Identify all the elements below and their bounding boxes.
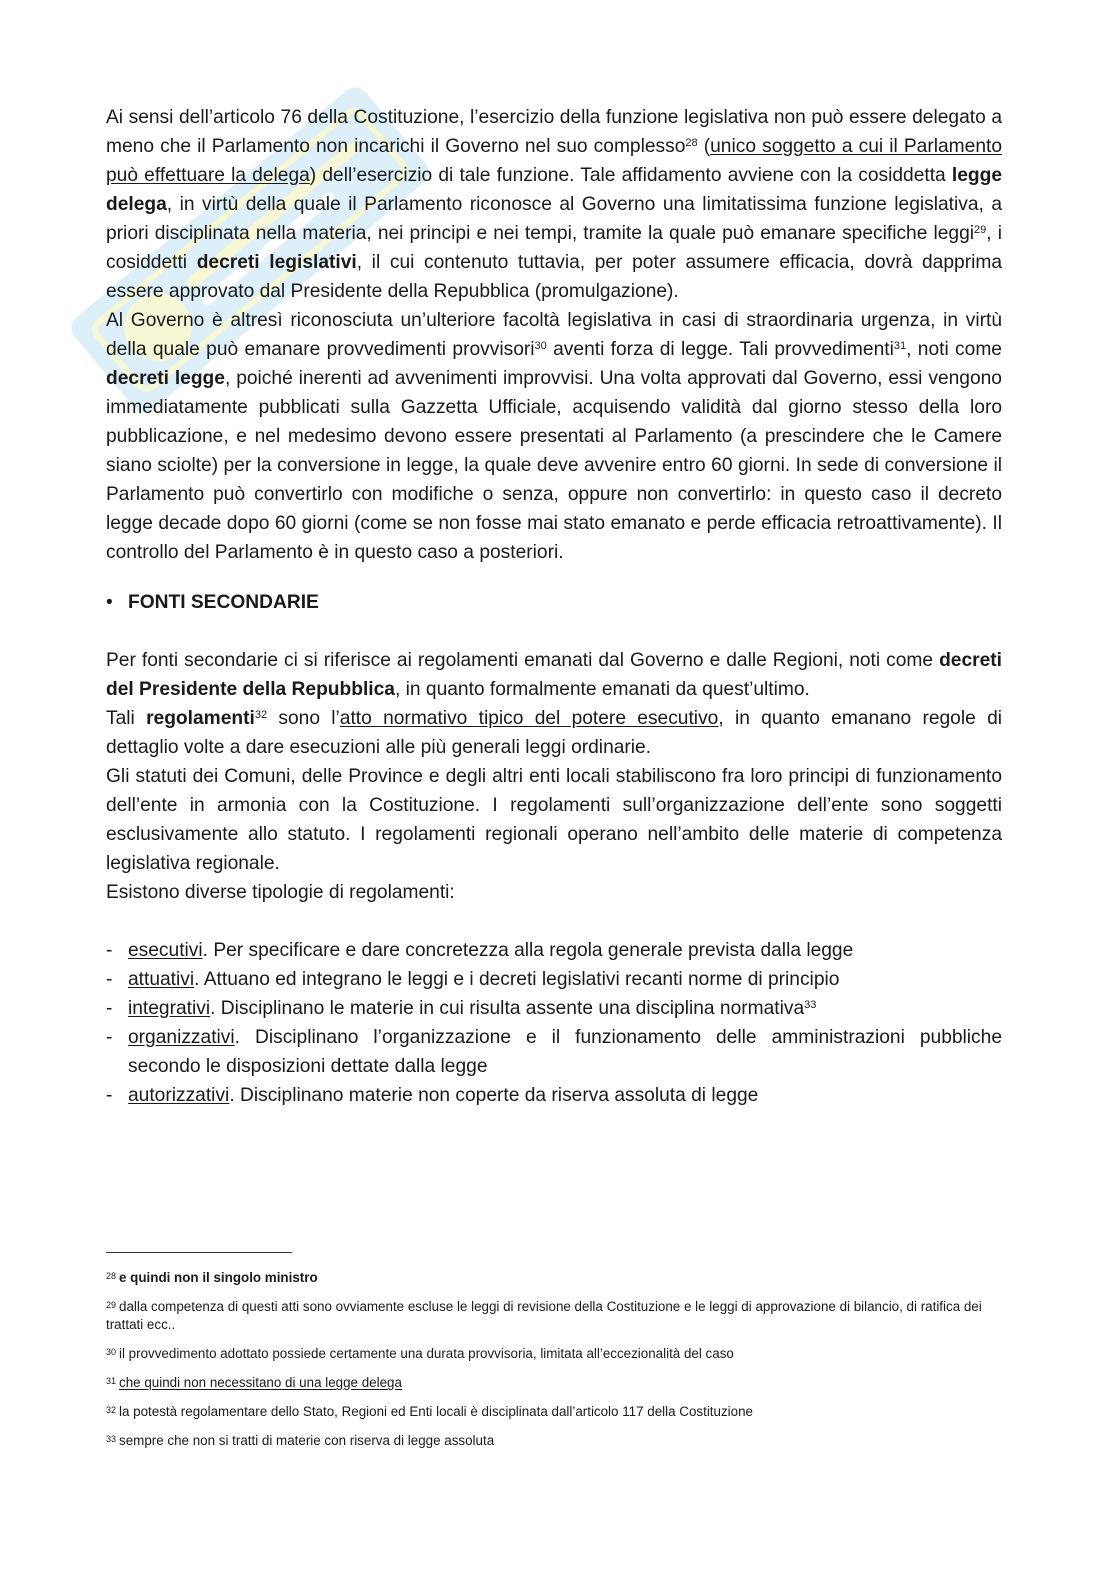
footnote-ref[interactable]: 30	[534, 340, 547, 352]
text: Al Governo è altresì riconosciuta un’ulteriore facoltà legislativa in casi di straordinaria urgenza, in virtù della quale può emanare provvedimenti provvisori	[106, 310, 1002, 360]
footnote-text: la potestà regolamentare dello Stato, Regioni ed Enti locali è disciplinata dall’articolo 117 della Costituzione	[119, 1404, 753, 1419]
underlined-text: unico soggetto a cui il Parlamento può effettuare la delega	[106, 136, 1002, 186]
list-text: . Attuano ed integrano le leggi e i decreti legislativi recanti norme di principio	[194, 969, 840, 990]
footnote-number: 31	[106, 1376, 117, 1386]
footnote-text: che quindi non necessitano di una legge delega	[119, 1375, 402, 1390]
text: sono l’	[267, 708, 340, 729]
text: , in quanto emanano regole di dettaglio volte a dare esecuzioni alle più generali leggi ordinarie.	[106, 708, 1002, 758]
bold-term: decreti legge	[106, 368, 225, 389]
text: , il cui contenuto tuttavia, per poter assumere efficacia, dovrà dapprima essere approvato dal Presidente della Repubblica (promulgazione).	[106, 252, 1003, 302]
list-term: esecutivi	[128, 940, 203, 961]
bold-term: decreti legislativi	[196, 252, 357, 273]
paragraph-tipologie: Esistono diverse tipologie di regolamenti:	[106, 882, 455, 903]
list-item	[106, 994, 1002, 1023]
regolamenti-list	[106, 936, 1002, 1110]
footnote-29	[106, 1298, 1004, 1334]
paragraph-legge-delega	[106, 103, 1002, 306]
footnote-number: 29	[106, 1300, 117, 1310]
list-term: integrativi	[128, 998, 211, 1019]
footnote-30	[106, 1345, 1004, 1363]
paragraph-decreti-legge	[106, 306, 1002, 567]
dash-icon: -	[106, 998, 113, 1019]
dash-icon: -	[106, 1027, 113, 1048]
dash-icon: -	[106, 940, 113, 961]
document-body	[106, 103, 1002, 1110]
list-text: . Disciplinano l’organizzazione e il funzionamento delle amministrazioni pubbliche secondo le disposizioni dettate dalla legge	[128, 1027, 1002, 1077]
footnote-text: sempre che non si tratti di materie con riserva di legge assoluta	[119, 1433, 495, 1448]
text: aventi forza di legge. Tali provvedimenti	[546, 339, 894, 360]
text: Ai sensi dell’articolo 76 della Costituzione, l’esercizio della funzione legislativa non può essere delegato a meno che il Parlamento non incarichi il Governo nel suo complesso	[106, 107, 1002, 157]
list-item	[106, 965, 1002, 994]
text: Per fonti secondarie ci si riferisce ai regolamenti emanati dal Governo e dalle Regioni, noti come	[106, 650, 940, 671]
text: (	[697, 136, 711, 157]
list-term: autorizzativi	[128, 1085, 230, 1106]
footnote-32	[106, 1403, 1004, 1421]
paragraph-regolamenti	[106, 704, 1002, 762]
dash-icon: -	[106, 969, 113, 990]
section-heading	[106, 588, 1002, 617]
list-term: organizzativi	[128, 1027, 235, 1048]
list-item	[106, 1023, 1002, 1081]
footnote-number: 32	[106, 1405, 117, 1415]
footnote-text: dalla competenza di questi atti sono ovviamente escluse le leggi di revisione della Costituzione e le leggi di approvazione di bilancio, di ratifica dei trattati ecc..	[106, 1299, 982, 1332]
footnote-number: 28	[106, 1271, 117, 1281]
list-text: . Disciplinano materie non coperte da riserva assoluta di legge	[229, 1085, 759, 1106]
footnote-ref[interactable]: 32	[254, 709, 268, 721]
footnote-ref[interactable]: 28	[685, 137, 698, 149]
text: Tali	[106, 708, 147, 729]
footnote-33	[106, 1432, 1004, 1450]
bold-term: legge delega	[106, 165, 1002, 215]
paragraph-statuti: Gli statuti dei Comuni, delle Province e degli altri enti locali stabiliscono fra loro principi di funzionamento dell’ente in armonia con la Costituzione. I regolamenti sull’organizzazione dell’ente sono soggetti esclusivamente allo statuto. I regolamenti regionali operano nell’ambito delle materie di competenza legislativa regionale.	[106, 766, 1002, 874]
paragraph-fonti-secondarie	[106, 646, 1002, 704]
footnote-ref[interactable]: 29	[974, 224, 987, 236]
footnote-28	[106, 1269, 1004, 1287]
list-item	[106, 936, 1002, 965]
footnote-31	[106, 1374, 1004, 1392]
footnote-number: 30	[106, 1347, 117, 1357]
footnote-text: il provvedimento adottato possiede certamente una durata provvisoria, limitata all’eccezionalità del caso	[119, 1346, 734, 1361]
list-item	[106, 1081, 1002, 1110]
list-term: attuativi	[128, 969, 195, 990]
underlined-text: atto normativo tipico del potere esecutivo	[339, 708, 719, 729]
list-text: . Disciplinano le materie in cui risulta assente una disciplina normativa	[210, 998, 805, 1019]
text: , in quanto formalmente emanati da quest’ultimo.	[394, 679, 810, 700]
text: , poiché inerenti ad avvenimenti improvvisi. Una volta approvati dal Governo, essi vengono immediatamente pubblicati sulla Gazzetta Ufficiale, acquisendo validità dal giorno stesso della loro pubblicazione, e nel medesimo devono essere presentati al Parlamento (a prescindere che le Camere siano sciolte) per la conversione in legge, la quale deve avvenire entro 60 giorni. In sede di conversione il Parlamento può convertirlo con modifiche o senza, oppure non convertirlo: in questo caso il decreto legge decade dopo 60 giorni (come se non fosse mai stato emanato e perde efficacia retroattivamente). Il controllo del Parlamento è in questo caso a posteriori.	[106, 368, 1002, 563]
footnotes	[106, 1252, 1004, 1461]
footnote-divider	[106, 1252, 292, 1253]
dash-icon: -	[106, 1085, 113, 1106]
footnote-ref[interactable]: 33	[804, 999, 817, 1011]
text: , noti come	[906, 339, 1002, 360]
footnote-ref[interactable]: 31	[893, 340, 907, 352]
bold-term: regolamenti	[146, 708, 255, 729]
text: ) dell’esercizio di tale funzione. Tale affidamento avviene con la cosiddetta	[309, 165, 952, 186]
text: , i cosiddetti	[106, 223, 1002, 273]
spacer	[106, 907, 1002, 936]
footnote-number: 33	[106, 1434, 117, 1444]
text: , in virtù della quale il Parlamento riconosce al Governo una limitatissima funzione legislativa, a priori disciplinata nella materia, nei principi e nei tempi, tramite la quale può emanare specifiche leggi	[106, 194, 1002, 244]
list-text: . Per specificare e dare concretezza alla regola generale prevista dalla legge	[202, 940, 854, 961]
section-title: FONTI SECONDARIE	[128, 592, 319, 613]
bullet-icon: •	[106, 592, 113, 613]
bold-term: decreti del Presidente della Repubblica	[106, 650, 1002, 700]
footnote-text: e quindi non il singolo ministro	[119, 1270, 318, 1285]
